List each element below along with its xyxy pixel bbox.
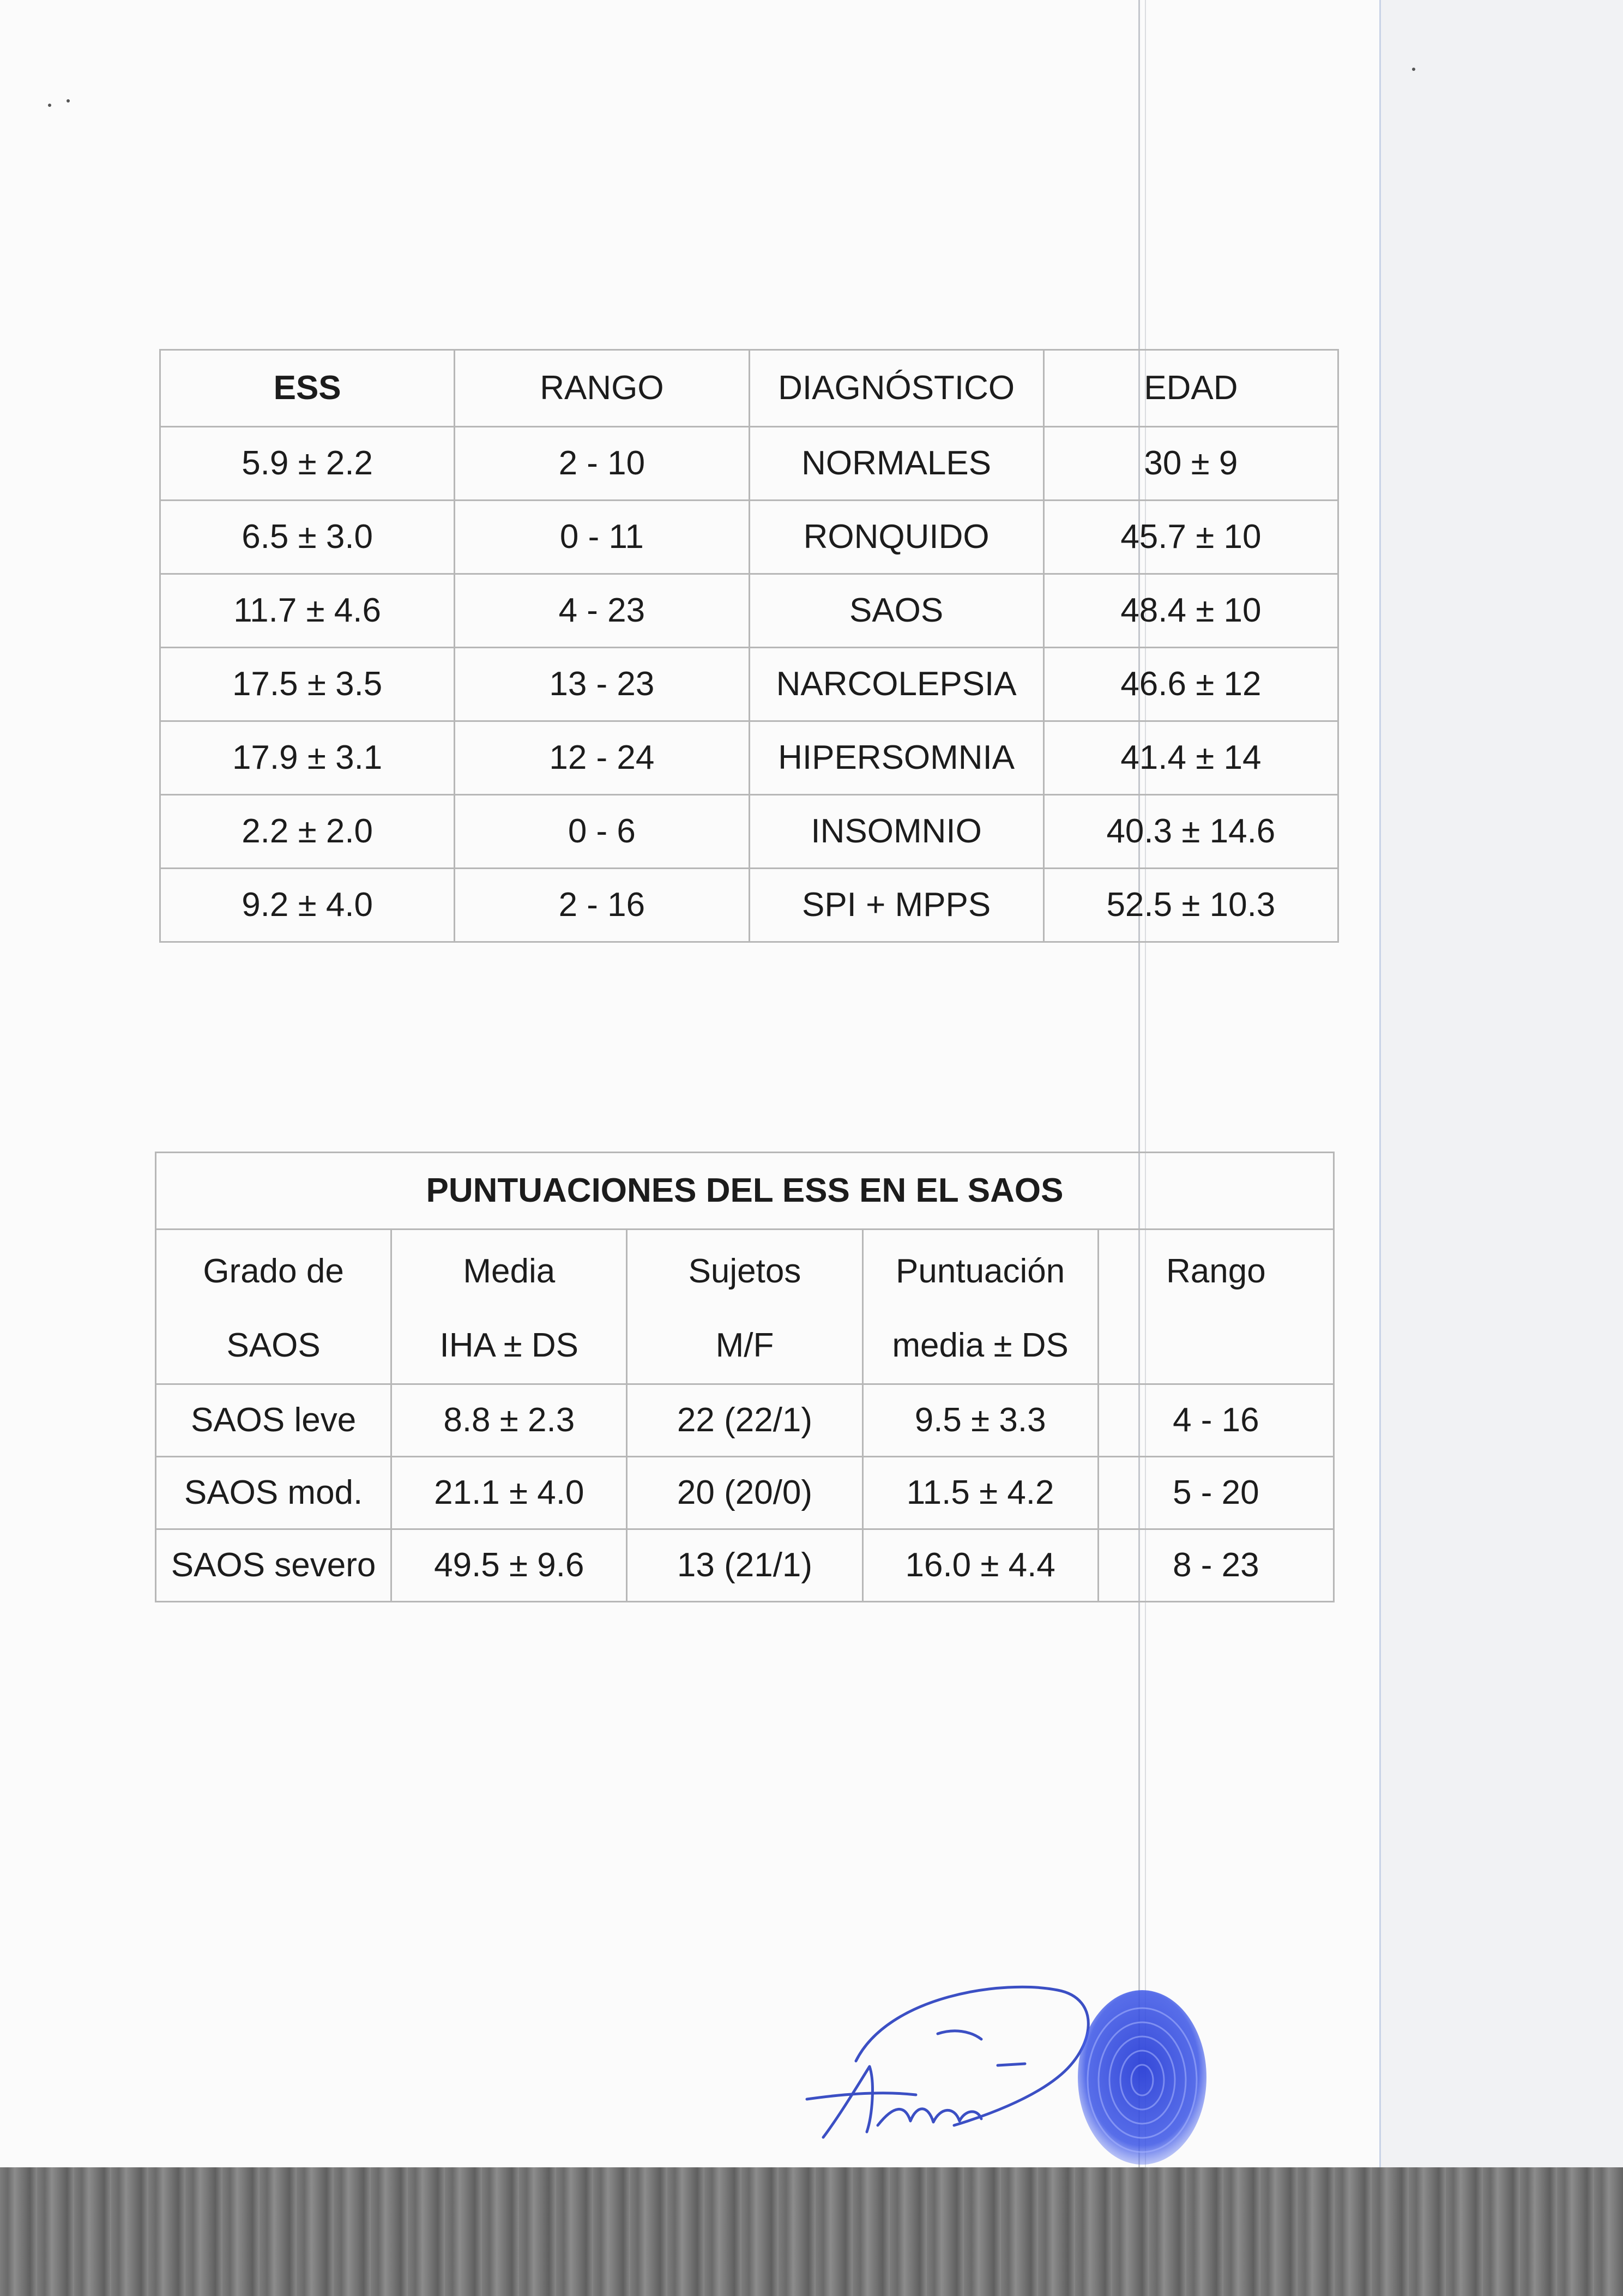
saos-range-cell: 8 - 23 (1098, 1529, 1334, 1601)
scan-speck (48, 104, 51, 107)
ess-score-cell: 2.2 ± 2.0 (160, 795, 455, 869)
scan-fold-line (1138, 0, 1140, 2167)
ess-table-header-row (160, 350, 1338, 427)
ess-diagnosis-cell: SPI + MPPS (749, 869, 1043, 942)
ess-score-cell: 17.5 ± 3.5 (160, 648, 455, 721)
ess-age-cell: 40.3 ± 14.6 (1043, 795, 1338, 869)
ess-age-cell: 30 ± 9 (1043, 427, 1338, 501)
header-line: Grado de (203, 1252, 344, 1290)
ess-range-cell: 12 - 24 (455, 721, 749, 795)
ess-range-cell: 0 - 11 (455, 501, 749, 574)
saos-header-sujetos (627, 1230, 862, 1384)
ess-score-cell: 17.9 ± 3.1 (160, 721, 455, 795)
ess-score-cell: 5.9 ± 2.2 (160, 427, 455, 501)
saos-subjects-cell: 22 (22/1) (627, 1384, 862, 1456)
saos-subjects-cell: 13 (21/1) (627, 1529, 862, 1601)
ess-score-cell: 11.7 ± 4.6 (160, 574, 455, 648)
scan-speck (67, 99, 70, 103)
table-row (160, 869, 1338, 942)
saos-score-cell: 9.5 ± 3.3 (862, 1384, 1098, 1456)
header-line: SAOS (226, 1327, 321, 1365)
table-row (160, 574, 1338, 648)
ess-score-cell: 9.2 ± 4.0 (160, 869, 455, 942)
saos-range-cell: 5 - 20 (1098, 1456, 1334, 1529)
ess-age-cell: 48.4 ± 10 (1043, 574, 1338, 648)
ess-range-cell: 2 - 10 (455, 427, 749, 501)
saos-table-title-row (156, 1153, 1334, 1230)
ess-diagnosis-cell: NORMALES (749, 427, 1043, 501)
header-line: media ± DS (892, 1327, 1069, 1365)
fingerprint-icon (1071, 1985, 1213, 2170)
ess-age-cell: 41.4 ± 14 (1043, 721, 1338, 795)
table-row (160, 721, 1338, 795)
scan-fold-line-secondary (1145, 0, 1146, 2167)
ess-diagnosis-cell: RONQUIDO (749, 501, 1043, 574)
ess-score-cell: 6.5 ± 3.0 (160, 501, 455, 574)
handwritten-signature (774, 1952, 1112, 2154)
ess-diagnosis-cell: NARCOLEPSIA (749, 648, 1043, 721)
ess-diagnosis-cell: HIPERSOMNIA (749, 721, 1043, 795)
saos-header-media (391, 1230, 627, 1384)
saos-score-cell: 11.5 ± 4.2 (862, 1456, 1098, 1529)
table-row (160, 648, 1338, 721)
ess-range-cell: 0 - 6 (455, 795, 749, 869)
saos-header-rango (1098, 1230, 1334, 1384)
saos-table-header-row (156, 1230, 1334, 1384)
table-row (156, 1529, 1334, 1601)
table-row (156, 1384, 1334, 1456)
ess-age-cell: 52.5 ± 10.3 (1043, 869, 1338, 942)
header-line: Rango (1166, 1252, 1266, 1290)
saos-header-grado (156, 1230, 391, 1384)
saos-subjects-cell: 20 (20/0) (627, 1456, 862, 1529)
saos-grade-cell: SAOS severo (156, 1529, 391, 1601)
header-line: IHA ± DS (439, 1327, 579, 1365)
header-line: M/F (715, 1327, 774, 1365)
saos-header-puntuacion (862, 1230, 1098, 1384)
saos-iha-cell: 8.8 ± 2.3 (391, 1384, 627, 1456)
ess-header-rango: RANGO (455, 350, 749, 427)
table-row (160, 501, 1338, 574)
table-row (160, 795, 1338, 869)
ess-range-cell: 13 - 23 (455, 648, 749, 721)
header-line: Sujetos (688, 1252, 801, 1290)
ess-age-cell: 45.7 ± 10 (1043, 501, 1338, 574)
page-right-margin (1379, 0, 1623, 2167)
ess-header-edad: EDAD (1043, 350, 1338, 427)
saos-scores-table (155, 1152, 1335, 1602)
scan-speck (1412, 68, 1415, 71)
saos-score-cell: 16.0 ± 4.4 (862, 1529, 1098, 1601)
ess-range-cell: 2 - 16 (455, 869, 749, 942)
saos-iha-cell: 49.5 ± 9.6 (391, 1529, 627, 1601)
saos-iha-cell: 21.1 ± 4.0 (391, 1456, 627, 1529)
ess-diagnosis-table (159, 349, 1339, 943)
saos-grade-cell: SAOS mod. (156, 1456, 391, 1529)
ess-header-diagnostico: DIAGNÓSTICO (749, 350, 1043, 427)
header-line: Media (463, 1252, 556, 1290)
ess-diagnosis-cell: INSOMNIO (749, 795, 1043, 869)
ess-diagnosis-cell: SAOS (749, 574, 1043, 648)
header-line: Puntuación (896, 1252, 1065, 1290)
table-row (160, 427, 1338, 501)
saos-range-cell: 4 - 16 (1098, 1384, 1334, 1456)
ess-age-cell: 46.6 ± 12 (1043, 648, 1338, 721)
ess-range-cell: 4 - 23 (455, 574, 749, 648)
saos-grade-cell: SAOS leve (156, 1384, 391, 1456)
ess-header-ess: ESS (160, 350, 455, 427)
table-row (156, 1456, 1334, 1529)
scanner-edge-strip (0, 2167, 1623, 2296)
saos-table-title: PUNTUACIONES DEL ESS EN EL SAOS (156, 1153, 1334, 1230)
